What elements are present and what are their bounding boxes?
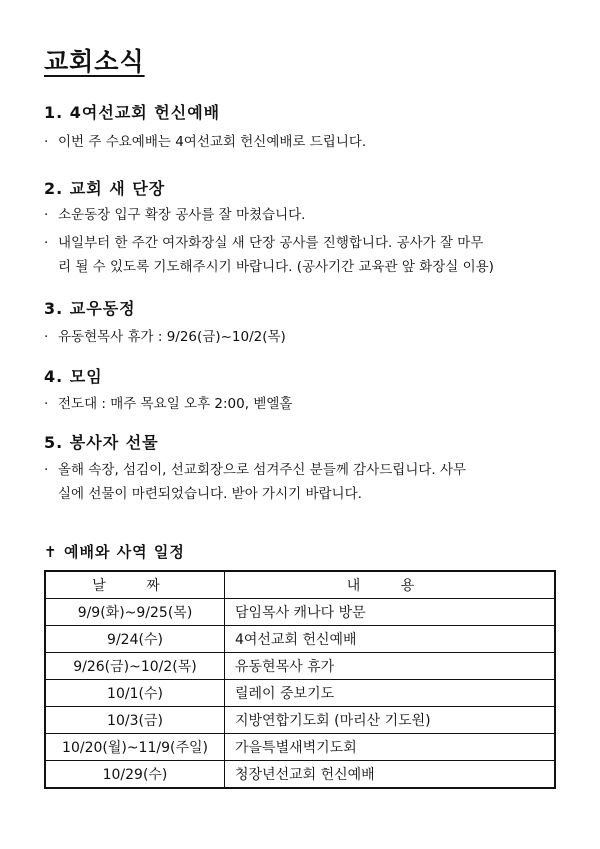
schedule-heading-text: 예배와 사역 일정 (64, 543, 185, 561)
bullet-item (44, 392, 564, 416)
schedule-table (44, 570, 556, 789)
bullet-item (44, 203, 564, 227)
row-event: 릴레이 중보기도 (225, 680, 556, 707)
bullet-mark: · (44, 134, 49, 150)
schedule-heading (44, 541, 185, 562)
section-heading-5: 5. 봉사자 선물 (44, 433, 159, 452)
bullet-text: 유동현목사 휴가 : 9/26(금)~10/2(목) (58, 329, 286, 345)
bullet-mark: · (44, 396, 49, 412)
table-row (45, 653, 555, 680)
bullet-item (44, 231, 564, 279)
row-date: 9/26(금)~10/2(목) (45, 653, 225, 680)
column-header-date: 날 짜 (45, 571, 225, 599)
row-event: 지방연합기도회 (마리산 기도원) (225, 707, 556, 734)
row-date: 10/1(수) (45, 680, 225, 707)
table-row (45, 599, 555, 626)
table-header-row (45, 571, 555, 599)
section-heading-2: 2. 교회 새 단장 (44, 179, 166, 198)
row-date: 10/3(금) (45, 707, 225, 734)
bullet-item (44, 458, 564, 506)
row-date: 9/9(화)~9/25(목) (45, 599, 225, 626)
table-row (45, 680, 555, 707)
bullet-item (44, 325, 564, 349)
bullet-mark: · (44, 462, 49, 478)
row-date: 10/29(수) (45, 761, 225, 789)
column-header-content: 내 용 (225, 571, 556, 599)
bullet-mark: · (44, 235, 49, 251)
row-event: 유동현목사 휴가 (225, 653, 556, 680)
row-date: 9/24(수) (45, 626, 225, 653)
bullet-text: 이번 주 수요예배는 4여선교회 헌신예배로 드립니다. (58, 134, 367, 150)
cross-icon: ✝ (44, 543, 58, 561)
row-event: 가을특별새벽기도회 (225, 734, 556, 761)
bullet-text-continued: 실에 선물이 마련되었습니다. 받아 가시기 바랍니다. (58, 486, 362, 502)
bullet-text: 소운동장 입구 확장 공사를 잘 마쳤습니다. (58, 207, 306, 223)
row-date: 10/20(월)~11/9(주일) (45, 734, 225, 761)
row-event: 청장년선교회 헌신예배 (225, 761, 556, 789)
section-heading-1: 1. 4여선교회 헌신예배 (44, 103, 221, 122)
section-heading-4: 4. 모임 (44, 367, 103, 386)
table-row (45, 626, 555, 653)
bullet-text-continued: 리 될 수 있도록 기도해주시기 바랍니다. (공사기간 교육관 앞 화장실 이용) (58, 259, 494, 275)
row-event: 담임목사 캐나다 방문 (225, 599, 556, 626)
bullet-text: 올해 속장, 섬김이, 선교회장으로 섬겨주신 분들께 감사드립니다. 사무 (58, 462, 467, 478)
table-row (45, 734, 555, 761)
page-title: 교회소식 (44, 47, 145, 76)
table-row (45, 761, 555, 789)
table-row (45, 707, 555, 734)
bullet-item (44, 130, 564, 154)
bullet-mark: · (44, 329, 49, 345)
bullet-mark: · (44, 207, 49, 223)
row-event: 4여선교회 헌신예배 (225, 626, 556, 653)
bullet-text: 내일부터 한 주간 여자화장실 새 단장 공사를 진행합니다. 공사가 잘 마무 (58, 235, 484, 251)
section-heading-3: 3. 교우동정 (44, 299, 136, 318)
bullet-text: 전도대 : 매주 목요일 오후 2:00, 벧엘홀 (58, 396, 293, 412)
